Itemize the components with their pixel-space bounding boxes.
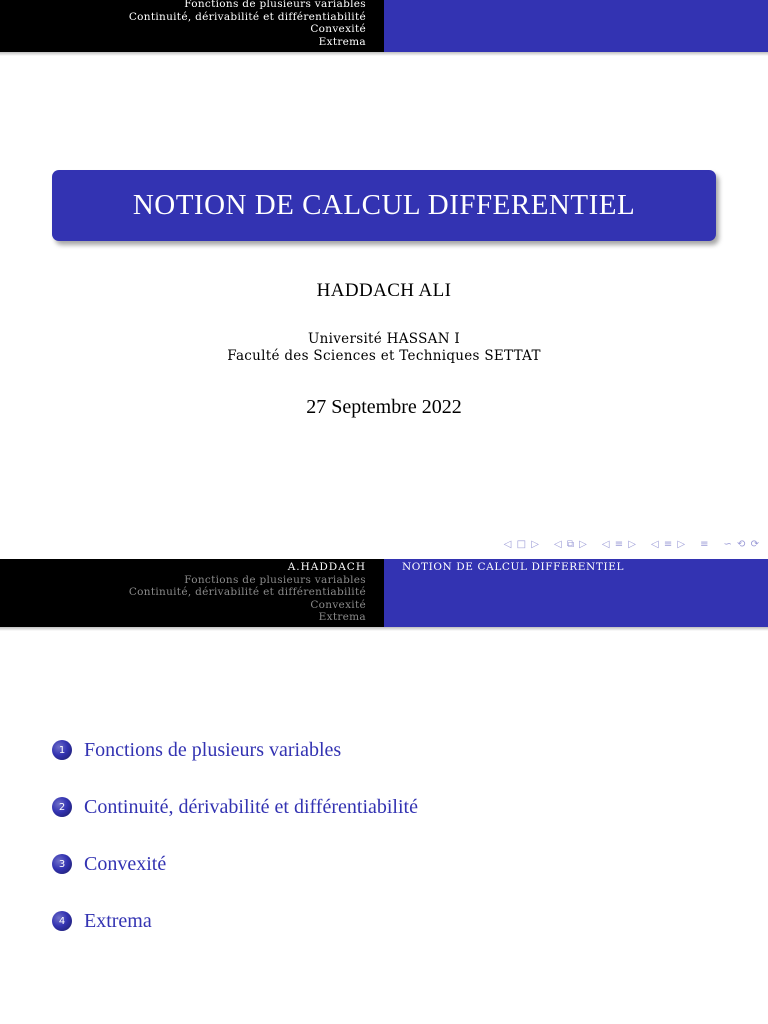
toc-item-label[interactable]: Extrema (84, 909, 152, 932)
nav-search-icon[interactable]: ∽ ⟲ ⟳ (723, 539, 760, 550)
institute-university: Université HASSAN I (307, 331, 461, 347)
headline-shadow (0, 52, 768, 56)
author-name: HADDACH ALI (316, 280, 452, 301)
headline-section[interactable]: Continuité, dérivabilité et différentiabilité (128, 10, 366, 23)
headline-author: A.HADDACH (287, 561, 366, 573)
toc-item-label[interactable]: Convexité (84, 852, 167, 875)
toc-number-ball-icon: 2 (52, 797, 72, 817)
toc-number-ball-icon: 4 (52, 911, 72, 931)
nav-section-icon[interactable]: ◁ ≡ ▷ (601, 539, 637, 550)
headline-section[interactable]: Fonctions de plusieurs variables (184, 573, 366, 586)
headline-section[interactable]: Continuité, dérivabilité et différentiabilité (128, 586, 366, 598)
headline-title-area (384, 0, 768, 52)
toc-item[interactable] (52, 850, 732, 878)
toc-number-ball-icon: 1 (52, 740, 72, 760)
nav-frame-icon[interactable]: ◁ □ ▷ (503, 539, 540, 550)
presentation-title: NOTION DE CALCUL DIFFERENTIEL (132, 189, 636, 221)
toc-item[interactable] (52, 793, 732, 821)
toc-number-ball-icon: 3 (52, 854, 72, 874)
presentation-date: 27 Septembre 2022 (306, 396, 462, 418)
table-of-contents (52, 736, 732, 964)
title-block (52, 170, 716, 241)
toc-item-label[interactable]: Fonctions de plusieurs variables (84, 738, 342, 761)
toc-item[interactable] (52, 736, 732, 764)
headline-shadow (0, 627, 768, 631)
navigation-bar (504, 539, 760, 550)
institute-faculty: Faculté des Sciences et Techniques SETTAT (227, 348, 541, 364)
institute (0, 331, 768, 365)
headline-section-list (0, 0, 384, 52)
nav-subsubsection-icon[interactable]: ◁ ≡ ▷ (650, 539, 687, 550)
headline-title-area (384, 559, 768, 627)
headline-section[interactable]: Convexité (310, 23, 366, 35)
headline-section[interactable]: Extrema (318, 611, 366, 623)
headline-section[interactable]: Convexité (310, 598, 366, 611)
toc-item-label[interactable]: Continuité, dérivabilité et différentiabilité (84, 795, 418, 818)
nav-align-icon[interactable]: ≡ (700, 539, 710, 550)
slide2-headline (0, 559, 768, 627)
headline-short-title: NOTION DE CALCUL DIFFERENTIEL (402, 561, 625, 573)
toc-item[interactable] (52, 907, 732, 935)
slide1-headline (0, 0, 768, 52)
headline-section[interactable]: Fonctions de plusieurs variables (184, 0, 366, 10)
headline-section[interactable]: Extrema (318, 35, 366, 48)
headline-section-list (0, 559, 384, 627)
nav-subsection-icon[interactable]: ◁ ⧉ ▷ (553, 539, 588, 550)
